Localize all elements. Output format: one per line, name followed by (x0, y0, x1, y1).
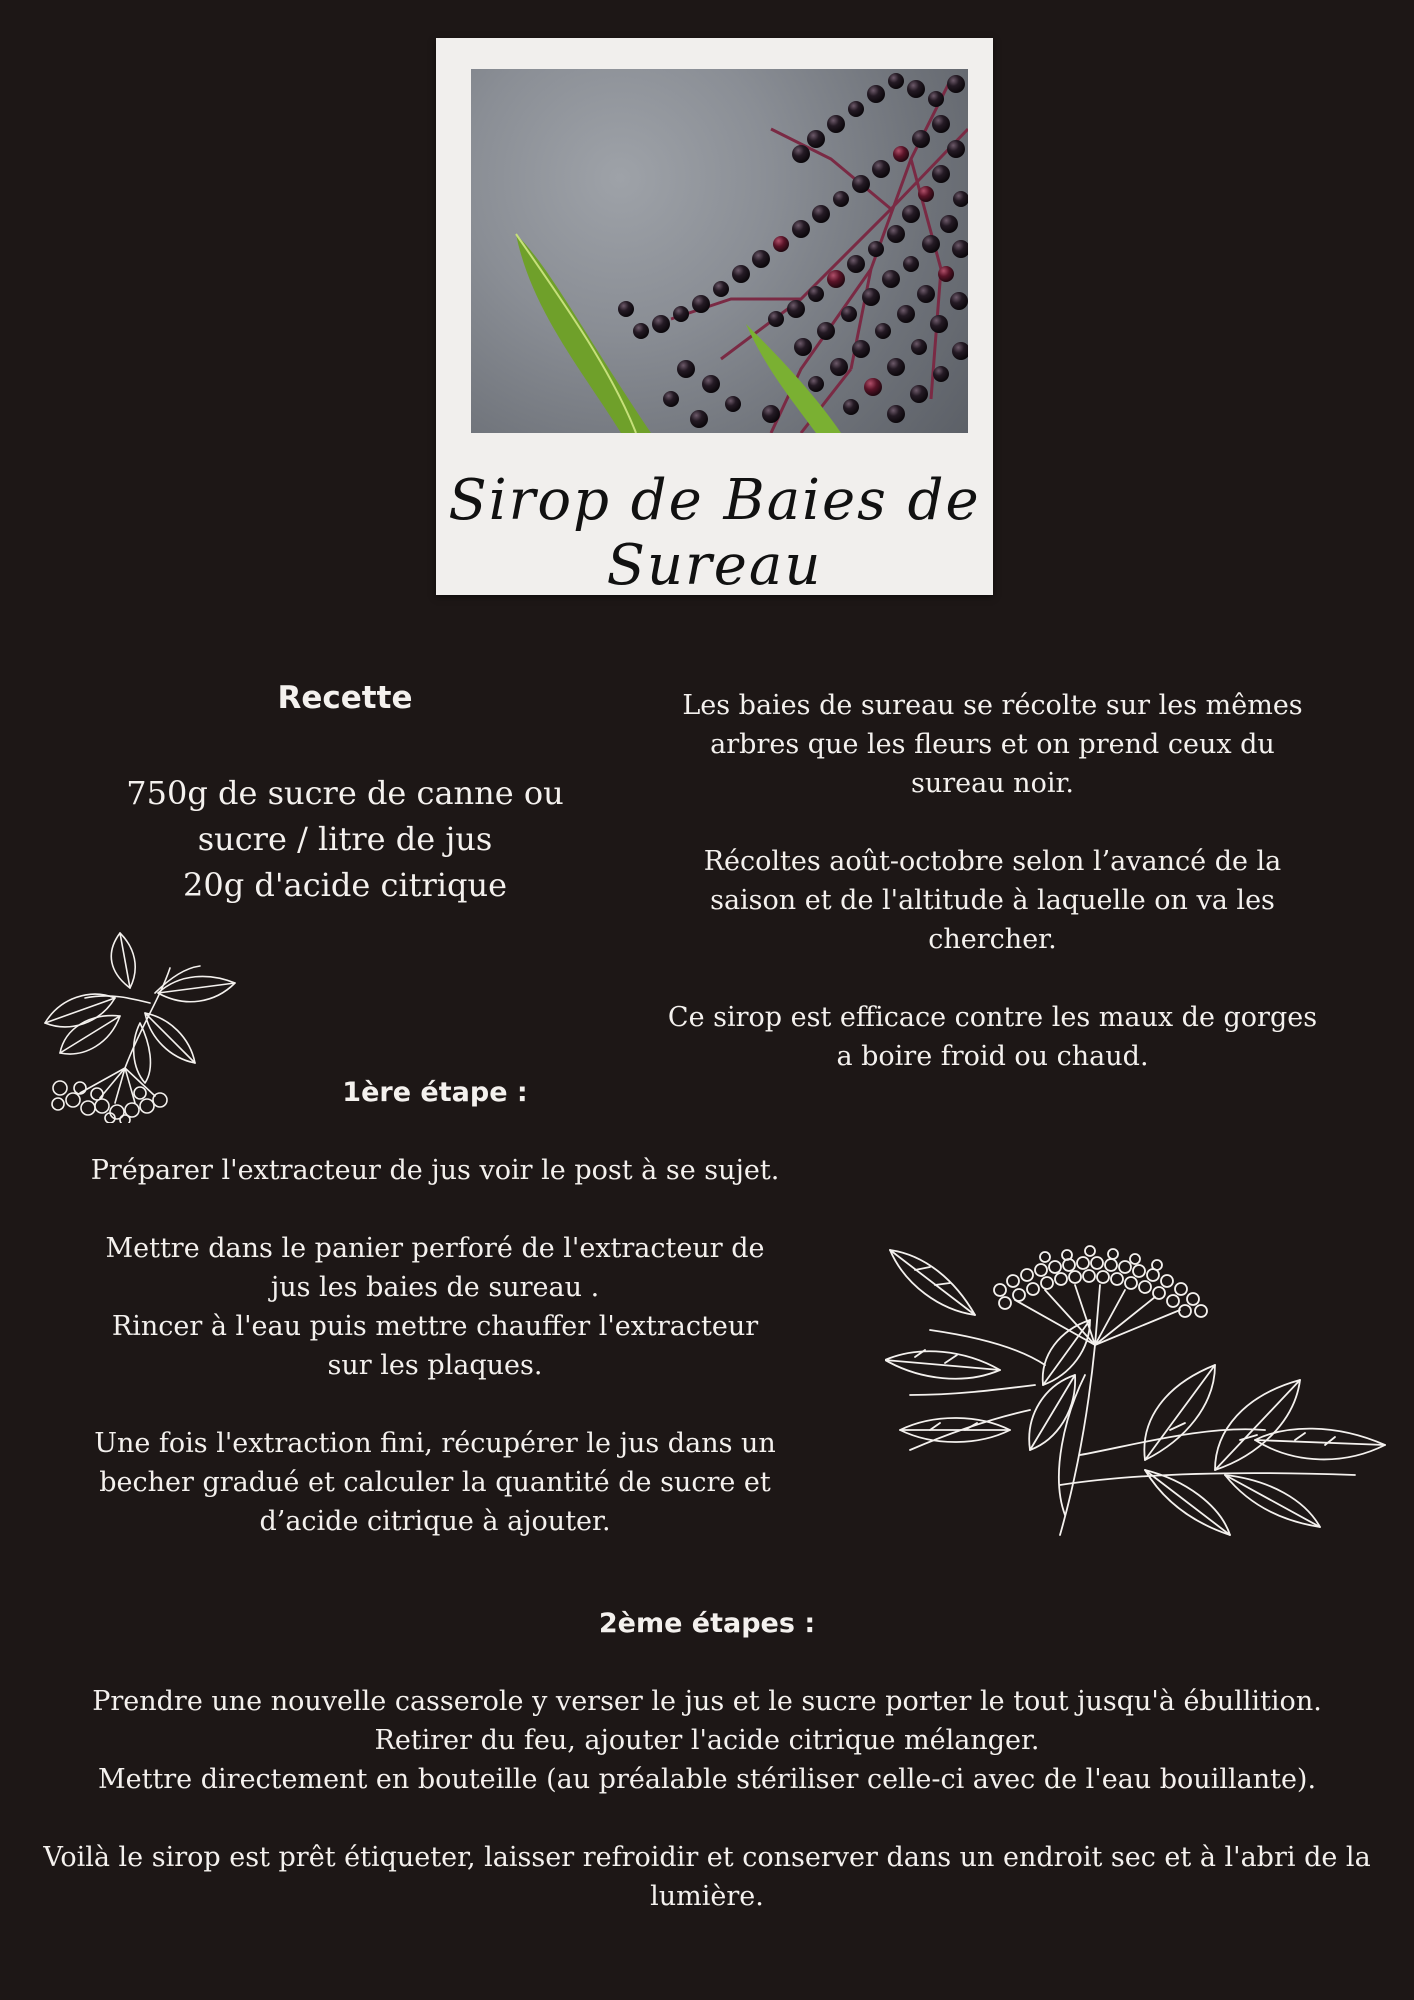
ingredient-line: sucre / litre de jus (197, 820, 493, 858)
ingredient-line: 750g de sucre de canne ou (126, 774, 564, 812)
text-line: d’acide citrique à ajouter. (259, 1506, 611, 1537)
text-line: sur les plaques. (327, 1350, 543, 1381)
intro-paragraph (660, 842, 1325, 959)
elderberries-image (471, 69, 968, 433)
step1-paragraph (75, 1151, 795, 1190)
text-line: sureau noir. (910, 768, 1074, 799)
intro-paragraph (660, 998, 1325, 1076)
text-line: Voilà le sirop est prêt étiqueter, laisser refroidir et conserver dans un endroit sec et à l'abri de la (43, 1842, 1371, 1873)
intro-paragraph (660, 686, 1325, 803)
step1-paragraph (75, 1229, 795, 1385)
text-line: Ce sirop est efficace contre les maux de gorges (667, 1002, 1318, 1033)
step1-text (75, 1151, 795, 1580)
intro-text (660, 686, 1325, 1115)
text-line: Mettre directement en bouteille (au préalable stériliser celle-ci avec de l'eau bouillante). (97, 1764, 1317, 1795)
step2-paragraph (30, 1838, 1384, 1916)
step1-paragraph (75, 1424, 795, 1541)
card-title: Sirop de Baies de Sureau (448, 468, 981, 598)
step2-text (30, 1682, 1384, 1955)
elderflower-branch-illustration (885, 1245, 1390, 1540)
text-line: Récoltes août-octobre selon l’avancé de la (703, 846, 1282, 877)
recipe-card (436, 38, 993, 598)
text-line: becher gradué et calculer la quantité de sucre et (99, 1467, 771, 1498)
elderberries-photo (471, 69, 968, 433)
ingredient-line: 20g d'acide citrique (182, 866, 508, 904)
text-line: Mettre dans le panier perforé de l'extracteur de (105, 1233, 765, 1264)
text-line: chercher. (928, 924, 1057, 955)
text-line: Préparer l'extracteur de jus voir le post à se sujet. (90, 1155, 780, 1186)
text-line: a boire froid ou chaud. (836, 1041, 1149, 1072)
text-line: jus les baies de sureau . (270, 1272, 600, 1303)
text-line: Les baies de sureau se récolte sur les mêmes (682, 690, 1303, 721)
ingredients-list (95, 770, 595, 908)
text-line: saison et de l'altitude à laquelle on va les (710, 885, 1275, 916)
text-line: Rincer à l'eau puis mettre chauffer l'extracteur (111, 1311, 759, 1342)
text-line: Une fois l'extraction fini, récupérer le jus dans un (94, 1428, 776, 1459)
step2-title: 2ème étapes : (598, 1608, 816, 1639)
step2-paragraph (30, 1682, 1384, 1799)
text-line: Retirer du feu, ajouter l'acide citrique mélanger. (374, 1725, 1040, 1756)
text-line: lumière. (650, 1881, 764, 1912)
text-line: arbres que les fleurs et on prend ceux du (710, 729, 1275, 760)
recipe-title: Recette (277, 680, 413, 716)
text-line: Prendre une nouvelle casserole y verser le jus et le sucre porter le tout jusqu'à ébullition. (92, 1686, 1322, 1717)
step1-title: 1ère étape : (342, 1077, 528, 1108)
